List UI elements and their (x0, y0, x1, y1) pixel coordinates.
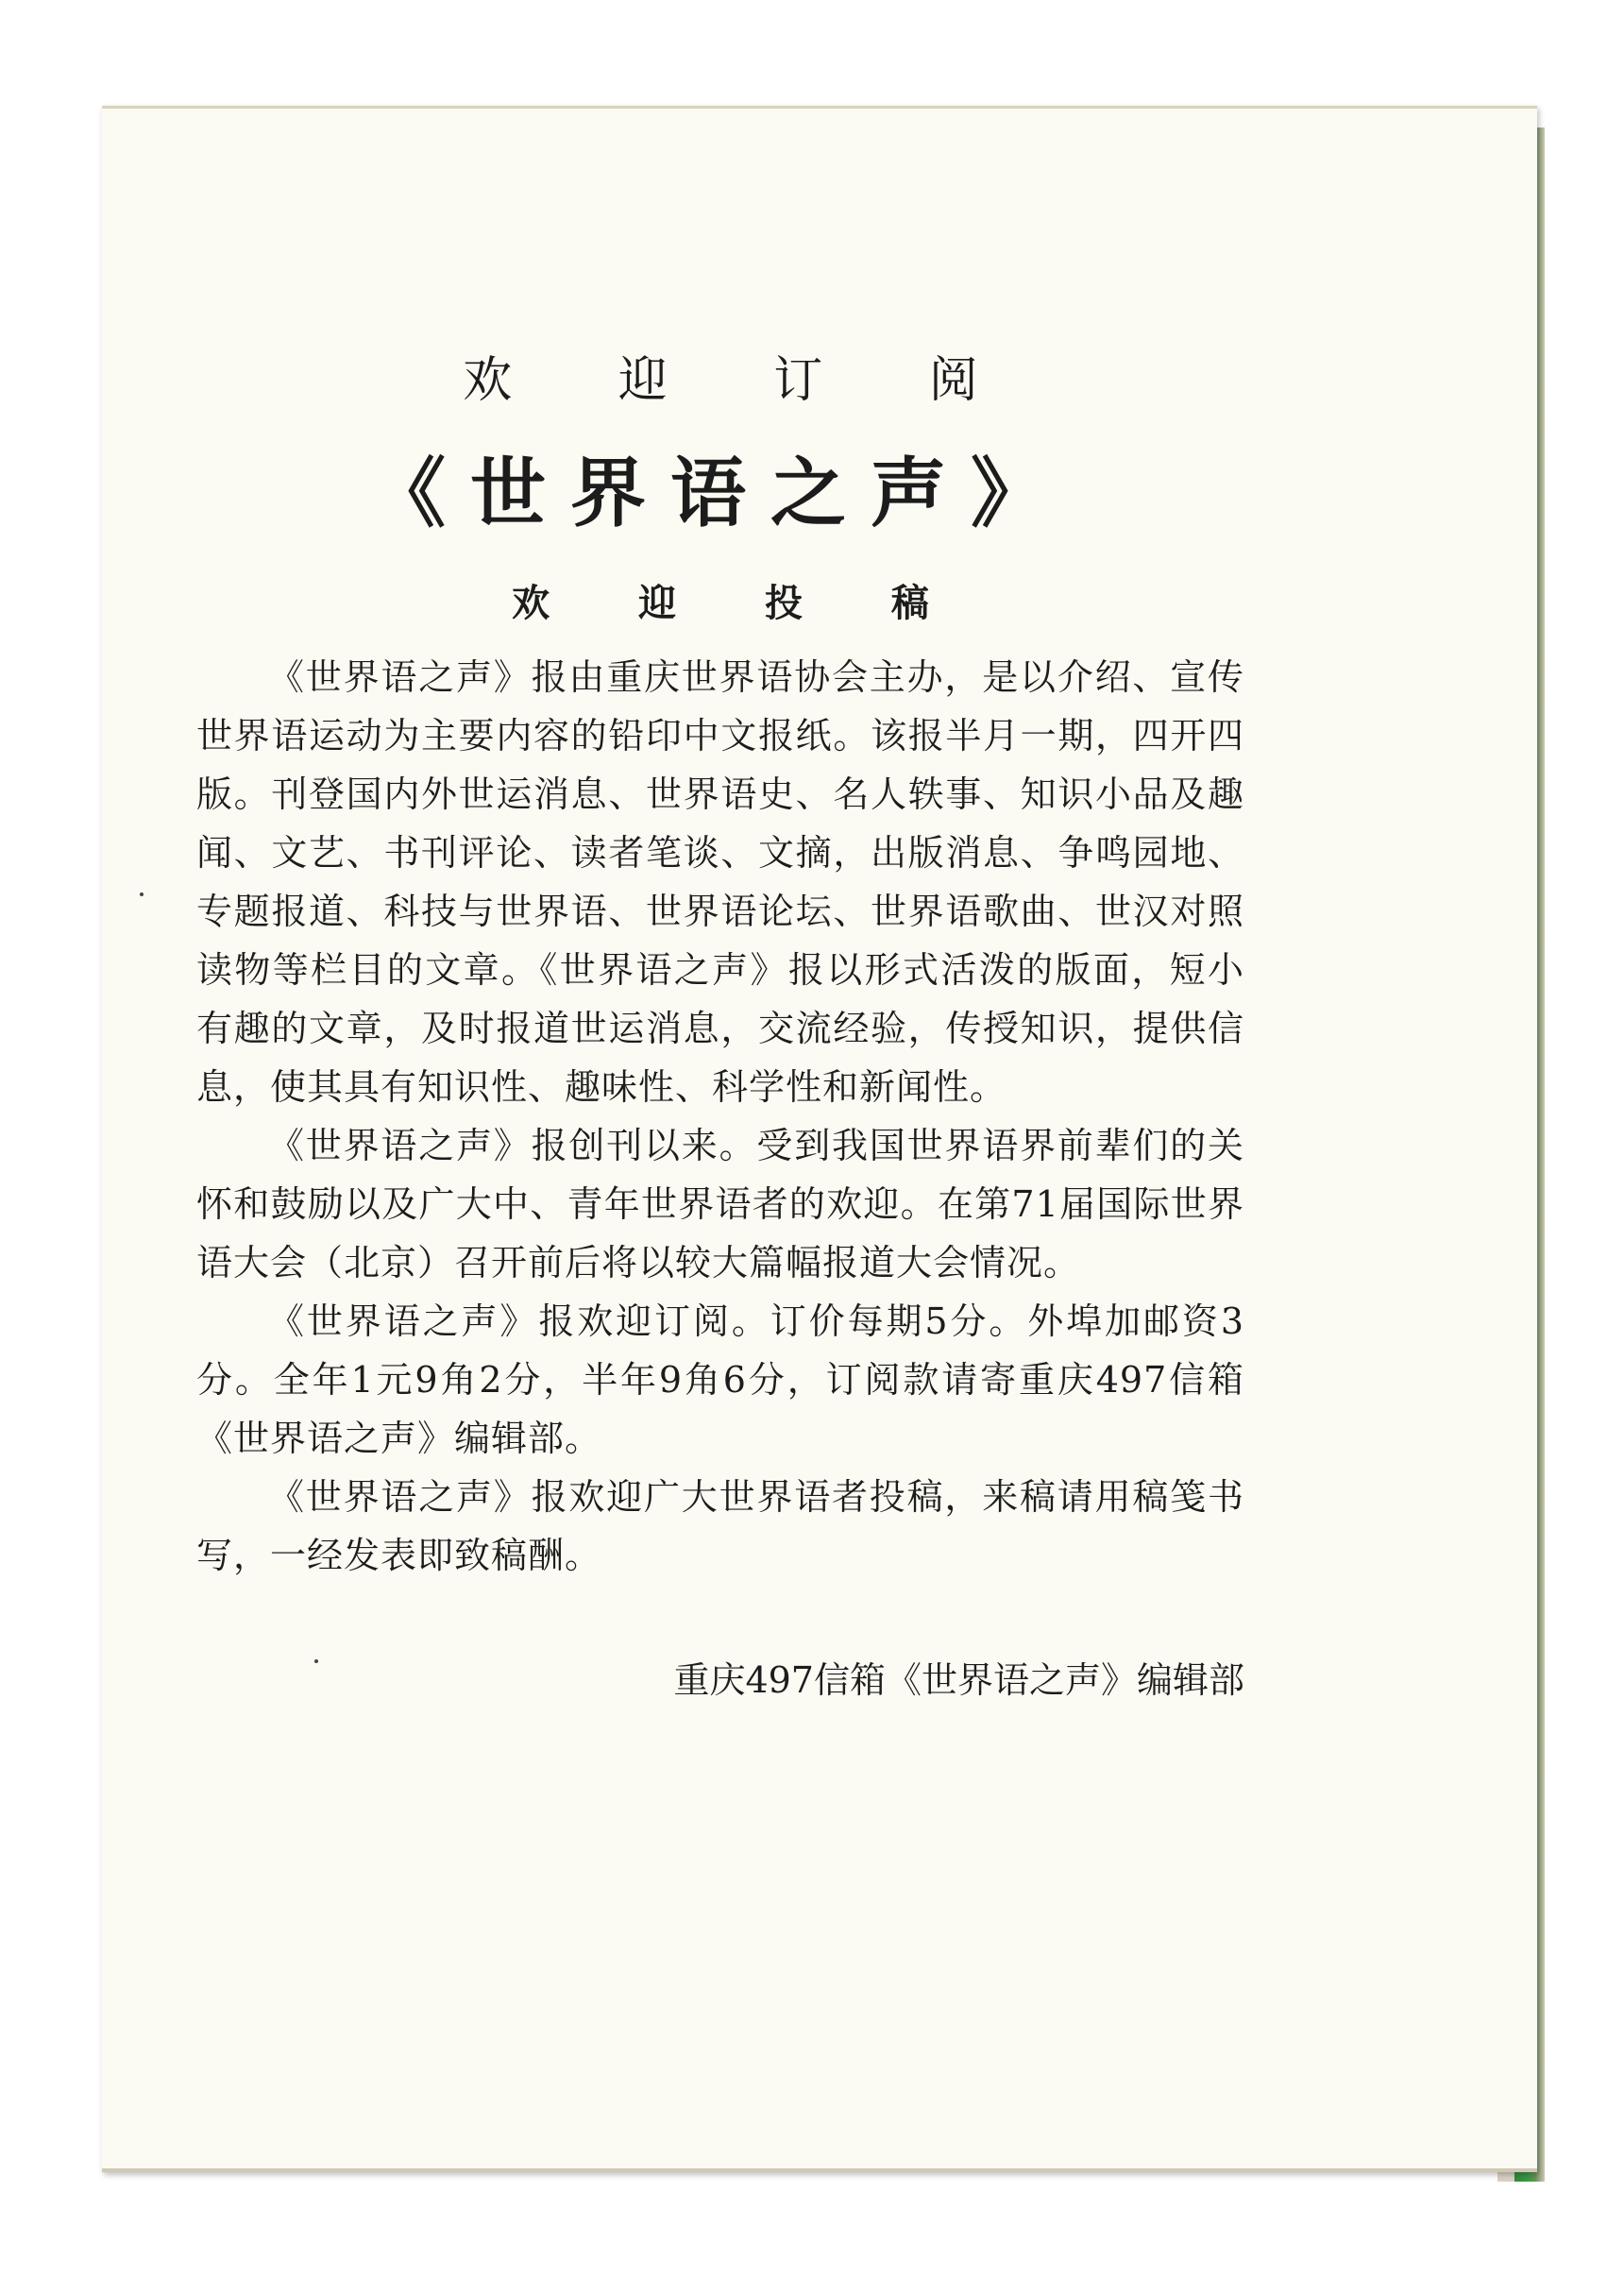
welcome-subscribe-heading: 欢 迎 订 阅 (463, 352, 1023, 409)
paper-speck (140, 892, 144, 896)
welcome-submissions-heading: 欢 迎 投 稿 (512, 582, 967, 625)
editorial-signature: 重庆497信箱《世界语之声》编辑部 (673, 1659, 1244, 1701)
paragraph-reception: 《世界语之声》报创刊以来。受到我国世界语界前辈们的关怀和鼓励以及广大中、青年世界语者的欢迎。在第71届国际世界语大会（北京）召开前后将以较大篇幅报道大会情况。 (196, 1125, 1244, 1283)
publication-title: 《世界语之声》 (370, 450, 1071, 537)
notice-content (196, 340, 1244, 1701)
paragraph-submissions: 《世界语之声》报欢迎广大世界语者投稿，来稿请用稿笺书写，一经发表即致稿酬。 (196, 1476, 1244, 1576)
paragraph-introduction: 《世界语之声》报由重庆世界语协会主办，是以介绍、宣传世界语运动为主要内容的铅印中文报纸。该报半月一期，四开四版。刊登国内外世运消息、世界语史、名人轶事、知识小品及趣闻、文艺、书刊评论、读者笔谈、文摘，出版消息、争鸣园地、专题报道、科技与世界语、世界语论坛、世界语歌曲、世汉对照读物等栏目的文章。《世界语之声》报以形式活泼的版面，短小有趣的文章，及时报道世运消息，交流经验，传授知识，提供信息，使其具有知识性、趣味性、科学性和新闻性。 (196, 656, 1244, 1108)
paragraph-subscription: 《世界语之声》报欢迎订阅。订价每期5分。外埠加邮资3分。全年1元9角2分，半年9角6分，订阅款请寄重庆497信箱《世界语之声》编辑部。 (196, 1300, 1244, 1459)
